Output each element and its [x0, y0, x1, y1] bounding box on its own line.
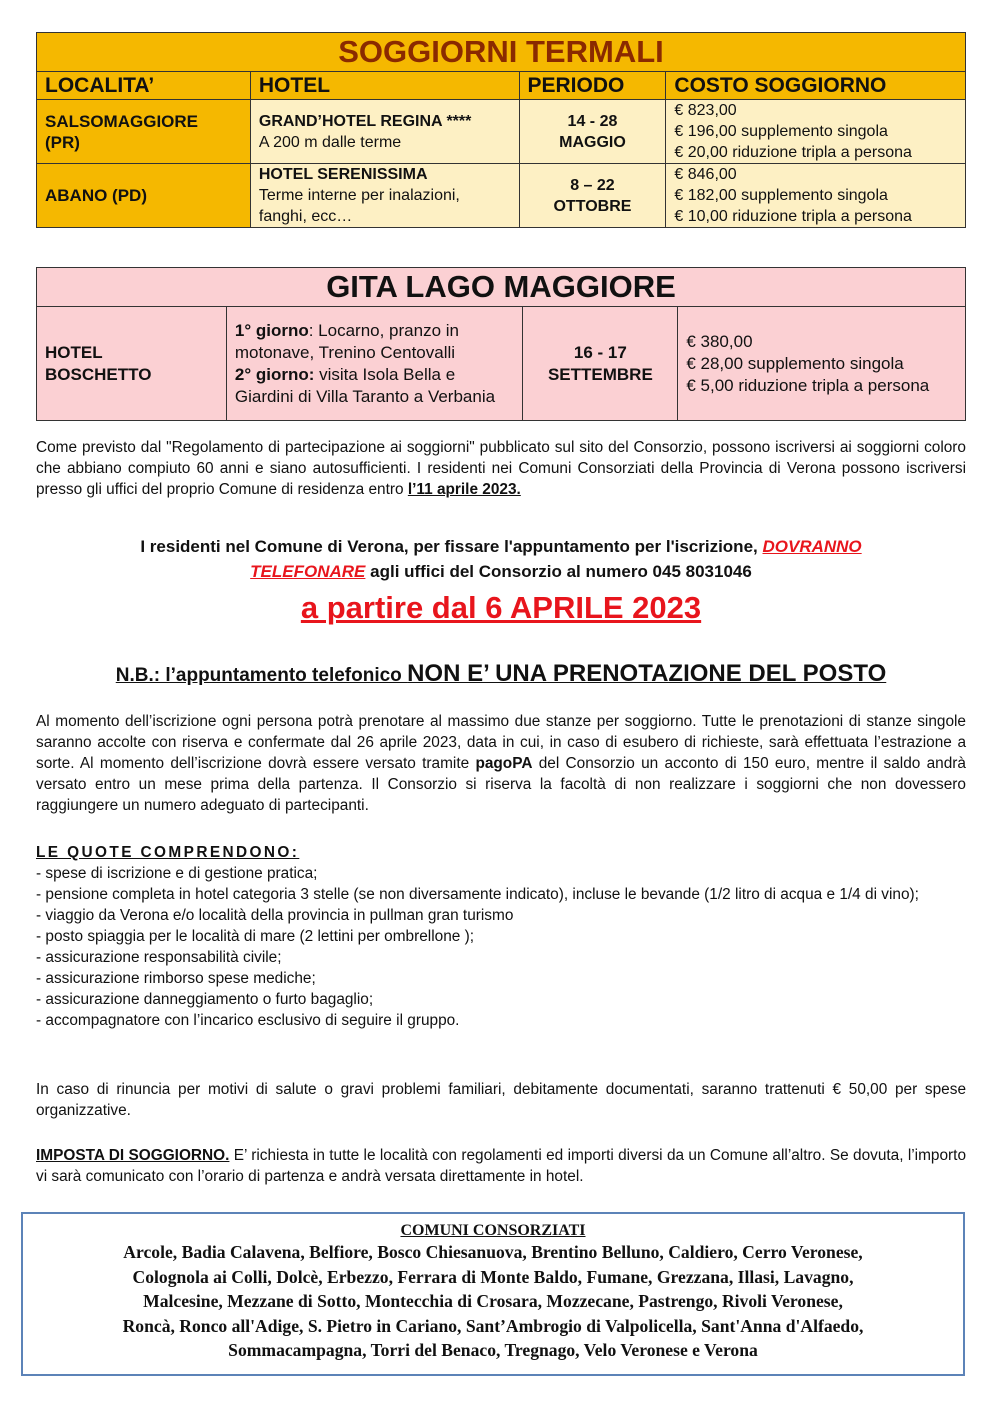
costo-line: € 846,00 — [674, 166, 737, 183]
comuni-title: COMUNI CONSORZIATI — [400, 1222, 586, 1239]
list-item: - spese di iscrizione e di gestione pratica; — [36, 865, 318, 882]
details-pagopa: pagoPA — [475, 755, 533, 772]
imposta-paragraph — [36, 1145, 966, 1187]
imposta-label: IMPOSTA DI SOGGIORNO. — [36, 1147, 230, 1164]
costo-line: € 182,00 supplemento singola — [674, 187, 888, 204]
gita-hotel-line: BOSCHETTO — [45, 364, 152, 384]
quote-heading: LE QUOTE COMPRENDONO: — [36, 844, 300, 861]
list-item: - viaggio da Verona e/o località della provincia in pullman gran turismo — [36, 907, 514, 924]
hotel-desc: fanghi, ecc… — [258, 208, 353, 225]
periodo-cell — [519, 100, 666, 164]
rinuncia-paragraph: In caso di rinuncia per motivi di salute o gravi problemi familiari, debitamente documentati, saranno trattenuti € 50,00 per spese organizzative. — [36, 1081, 966, 1119]
day1-label: 1° giorno — [234, 320, 309, 340]
soggiorni-termali-table — [36, 32, 966, 228]
day1-text: : Locarno, pranzo in motonave, Trenino Centovalli — [234, 320, 459, 362]
verona-emph-dovranno: DOVRANNO — [762, 537, 862, 556]
quote-list — [36, 842, 966, 1031]
list-item: - assicurazione rimborso spese mediche; — [36, 970, 316, 987]
hotel-name: GRAND’HOTEL REGINA **** — [258, 112, 472, 130]
header-periodo: PERIODO — [519, 72, 666, 100]
start-date-line — [36, 588, 966, 628]
list-item: - posto spiaggia per le località di mare (2 lettini per ombrellone ); — [36, 928, 474, 945]
details-paragraph — [36, 711, 966, 816]
periodo-cell — [519, 164, 666, 228]
table-row — [37, 164, 966, 228]
imposta-text: E’ richiesta in tutte le località con regolamenti ed importi diversi da un Comune all’altro. Se dovuta, l’importo vi sarà comunicato con l’orario di partenza e andrà versata direttamente in hotel. — [36, 1147, 967, 1185]
nb-part1: N.B.: l’appuntamento telefonico — [115, 665, 408, 686]
localita-cell — [37, 100, 251, 164]
day2-label: 2° giorno: — [234, 364, 315, 384]
intro-text: Come previsto dal "Regolamento di partecipazione ai soggiorni" pubblicato sul sito del Consorzio, possono iscriversi ai soggiorni coloro che abbiano compiuto 60 anni e siano autosufficienti. I residenti nei Comuni Consorziati della Provincia di Verona possono iscriversi presso gli uffici del proprio Comune di residenza entro — [36, 439, 966, 498]
hotel-cell — [250, 164, 519, 228]
day2-text: visita Isola Bella e Giardini di Villa Taranto a Verbania — [234, 364, 496, 406]
costo-line: € 10,00 riduzione tripla a persona — [674, 208, 912, 225]
header-hotel: HOTEL — [250, 72, 519, 100]
hotel-name: HOTEL SERENISSIMA — [258, 166, 428, 183]
nb-part2: NON E’ UNA PRENOTAZIONE DEL POSTO — [407, 660, 887, 687]
hotel-cell — [250, 100, 519, 164]
gita-costo-cell — [678, 307, 966, 421]
list-item: - assicurazione responsabilità civile; — [36, 949, 282, 966]
details-text1: Al momento dell’iscrizione ogni persona potrà prenotare al massimo due stanze per soggiorno. Tutte le prenotazioni di stanze singole saranno accolte con riserva e confermate dal 26 aprile 2023, data in cui, in caso di esubero di richieste, sarà effettuata l’estrazione a sorte. Al momento dell’iscrizione dovrà essere versato tramite — [36, 713, 966, 772]
periodo-line: SETTEMBRE — [547, 364, 653, 384]
costo-cell — [666, 100, 966, 164]
gita-title: GITA LAGO MAGGIORE — [37, 268, 966, 307]
comuni-line: Sommacampagna, Torri del Benaco, Tregnago, Velo Veronese e Verona — [228, 1340, 758, 1360]
nb-text — [115, 660, 887, 687]
nb-notice — [36, 659, 966, 691]
list-item: - accompagnatore con l’incarico esclusivo di seguire il gruppo. — [36, 1012, 460, 1029]
costo-cell — [666, 164, 966, 228]
verona-emph-telefonare: TELEFONARE — [250, 562, 366, 581]
gita-hotel-line: HOTEL — [45, 342, 103, 362]
localita-line: SALSOMAGGIORE — [45, 111, 199, 131]
periodo-line: 8 – 22 — [570, 176, 615, 194]
costo-line: € 5,00 riduzione tripla a persona — [686, 375, 930, 395]
header-costo: COSTO SOGGIORNO — [666, 72, 966, 100]
comuni-line: Arcole, Badia Calavena, Belfiore, Bosco Chiesanuova, Brentino Belluno, Caldiero, Cerro Veronese, — [123, 1242, 863, 1262]
costo-line: € 20,00 riduzione tripla a persona — [674, 144, 912, 161]
gita-hotel-cell — [37, 307, 227, 421]
comuni-line: Malcesine, Mezzane di Sotto, Montecchia di Crosara, Mozzecane, Pastrengo, Rivoli Veronese, — [143, 1291, 843, 1311]
localita-line: ABANO (PD) — [45, 186, 147, 205]
verona-phone-text: agli uffici del Consorzio al numero 045 8031046 — [365, 562, 752, 581]
gita-program-cell — [226, 307, 523, 421]
comuni-line: Roncà, Ronco all'Adige, S. Pietro in Cariano, Sant’Ambrogio di Valpolicella, Sant'Anna d'Alfaedo, — [122, 1315, 864, 1336]
hotel-desc: Terme interne per inalazioni, — [258, 187, 460, 204]
periodo-line: 16 - 17 — [573, 342, 627, 362]
intro-paragraph — [36, 437, 966, 500]
list-item: - pensione completa in hotel categoria 3 stelle (se non diversamente indicato), incluse le bevande (1/2 litro di acqua e 1/4 di vino); — [36, 886, 919, 903]
table-row — [37, 307, 966, 421]
verona-text: I residenti nel Comune di Verona, per fissare l'appuntamento per l'iscrizione, — [140, 537, 763, 556]
header-localita: LOCALITA’ — [37, 72, 251, 100]
verona-notice — [36, 534, 966, 584]
localita-cell — [37, 164, 251, 228]
comuni-line: Colognola ai Colli, Dolcè, Erbezzo, Ferrara di Monte Baldo, Fumane, Grezzana, Illasi, Lavagno, — [132, 1266, 854, 1287]
costo-line: € 823,00 — [674, 102, 737, 119]
comuni-consorziati-box — [21, 1212, 965, 1376]
soggiorni-title: SOGGIORNI TERMALI — [37, 33, 966, 72]
hotel-desc: A 200 m dalle terme — [258, 133, 402, 151]
periodo-line: MAGGIO — [559, 133, 626, 151]
details-text2: del Consorzio un acconto di 150 euro, mentre il saldo andrà versato entro un mese prima della partenza. Il Consorzio si riserva la facoltà di non realizzare i soggiorni che non dovessero raggiungere un numero adeguato di partecipanti. — [36, 755, 966, 814]
start-date: a partire dal 6 APRILE 2023 — [300, 590, 702, 625]
gita-periodo-cell — [523, 307, 678, 421]
costo-line: € 380,00 — [686, 331, 753, 351]
periodo-line: 14 - 28 — [567, 112, 618, 130]
list-item: - assicurazione danneggiamento o furto bagaglio; — [36, 991, 374, 1008]
gita-lago-maggiore-table — [36, 267, 966, 421]
intro-deadline: l’11 aprile 2023. — [407, 481, 521, 498]
costo-line: € 196,00 supplemento singola — [674, 123, 888, 140]
periodo-line: OTTOBRE — [553, 197, 632, 215]
localita-line: (PR) — [45, 132, 80, 152]
costo-line: € 28,00 supplemento singola — [686, 353, 904, 373]
table-row — [37, 100, 966, 164]
